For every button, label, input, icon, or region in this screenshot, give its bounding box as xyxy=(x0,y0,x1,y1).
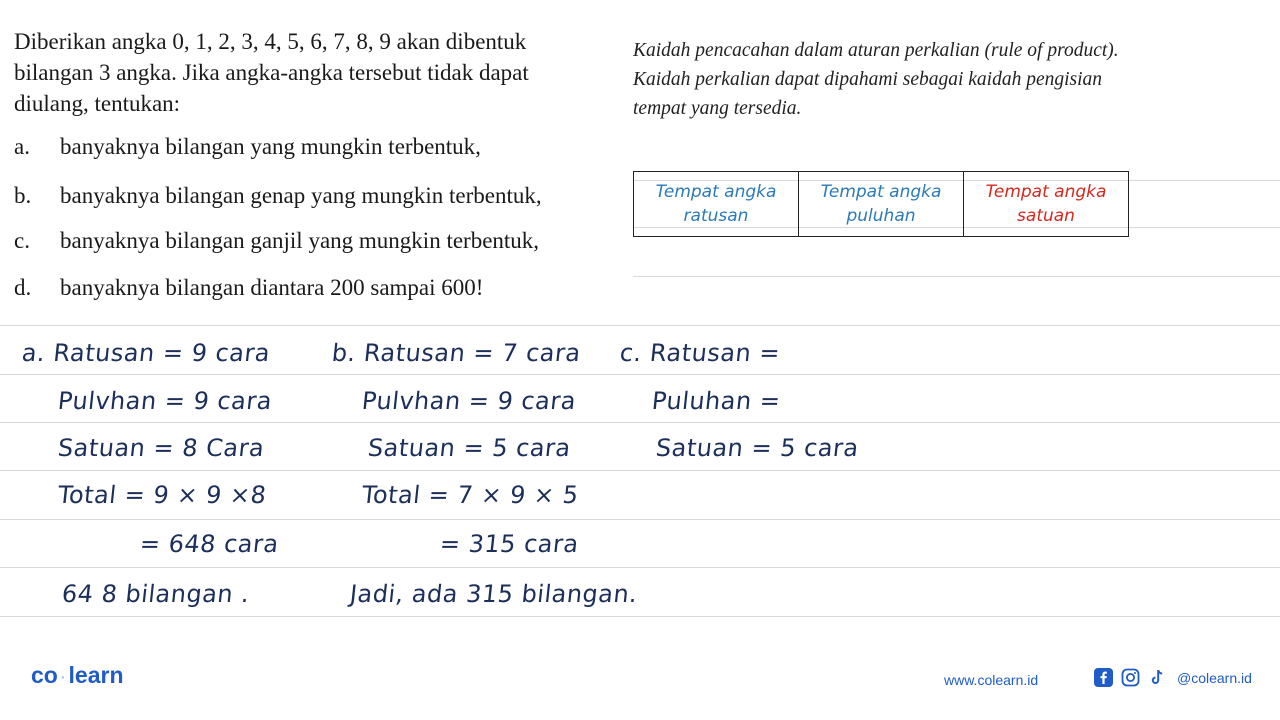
cell-units xyxy=(964,172,1129,237)
answer-a-result: = 648 cara xyxy=(138,530,281,558)
item-text: banyaknya bilangan ganjil yang mungkin terbentuk, xyxy=(60,228,540,253)
item-label: c. xyxy=(14,228,30,253)
instagram-icon[interactable] xyxy=(1121,668,1140,687)
cell-line: Tempat angka xyxy=(655,182,777,202)
cell-line: Tempat angka xyxy=(985,182,1107,202)
answer-a-hundreds: a. Ratusan = 9 cara xyxy=(20,339,272,367)
item-text: banyaknya bilangan genap yang mungkin terbentuk, xyxy=(60,183,542,208)
ruled-line xyxy=(0,519,1280,520)
cell-line: satuan xyxy=(1017,206,1075,226)
logo-dot: · xyxy=(60,668,66,685)
item-label: b. xyxy=(14,183,32,208)
logo-left: co xyxy=(31,662,58,688)
answer-c-hundreds: c. Ratusan = xyxy=(618,339,782,367)
answer-a-units: Satuan = 8 Cara xyxy=(56,434,266,462)
tiktok-icon[interactable] xyxy=(1148,668,1167,687)
problem-item-b xyxy=(14,184,542,208)
note-line: Kaidah pencacahan dalam aturan perkalian (rule of product). xyxy=(633,40,1119,61)
note-line: tempat yang tersedia. xyxy=(633,98,802,119)
ruled-line xyxy=(0,325,1280,326)
answer-c-tens: Puluhan = xyxy=(650,387,782,415)
ruled-line xyxy=(0,374,1280,375)
answer-b-conclusion: Jadi, ada 315 bilangan. xyxy=(348,580,639,608)
facebook-icon[interactable] xyxy=(1094,668,1113,687)
ruled-line xyxy=(0,616,1280,617)
item-text: banyaknya bilangan yang mungkin terbentuk, xyxy=(60,134,481,159)
problem-item-a xyxy=(14,135,481,159)
problem-item-c xyxy=(14,229,539,253)
cell-line: Tempat angka xyxy=(820,182,942,202)
answer-a-total: Total = 9 × 9 ×8 xyxy=(56,481,268,509)
answer-a-tens: Pulvhan = 9 cara xyxy=(56,387,274,415)
ruled-line xyxy=(0,470,1280,471)
answer-c-units: Satuan = 5 cara xyxy=(654,434,861,462)
colearn-logo xyxy=(31,662,124,689)
social-handle[interactable]: @colearn.id xyxy=(1177,669,1252,686)
rule-of-product-note xyxy=(633,36,1253,123)
ruled-line xyxy=(633,276,1280,277)
problem-item-d xyxy=(14,276,483,300)
place-value-table xyxy=(633,171,1129,237)
answer-a-conclusion: 64 8 bilangan . xyxy=(60,580,251,608)
answer-b-total: Total = 7 × 9 × 5 xyxy=(360,481,580,509)
answer-b-result: = 315 cara xyxy=(438,530,581,558)
answer-b-units: Satuan = 5 cara xyxy=(366,434,573,462)
answer-b-tens: Pulvhan = 9 cara xyxy=(360,387,578,415)
cell-hundreds xyxy=(634,172,799,237)
cell-tens xyxy=(799,172,964,237)
answer-b-hundreds: b. Ratusan = 7 cara xyxy=(330,339,583,367)
cell-line: ratusan xyxy=(683,206,749,226)
item-label: a. xyxy=(14,134,30,159)
item-text: banyaknya bilangan diantara 200 sampai 600! xyxy=(60,275,484,300)
note-line: Kaidah perkalian dapat dipahami sebagai kaidah pengisian xyxy=(633,69,1103,90)
ruled-line xyxy=(0,422,1280,423)
cell-line: puluhan xyxy=(846,206,916,226)
logo-right: learn xyxy=(68,662,124,688)
item-label: d. xyxy=(14,275,32,300)
problem-statement: Diberikan angka 0, 1, 2, 3, 4, 5, 6, 7, 8, 9 akan dibentuk bilangan 3 angka. Jika angka-angka tersebut tidak dapat diulang, tentukan: xyxy=(14,29,529,116)
social-links xyxy=(1094,668,1252,687)
footer-url-link[interactable]: www.colearn.id xyxy=(944,672,1039,688)
ruled-line xyxy=(0,567,1280,568)
